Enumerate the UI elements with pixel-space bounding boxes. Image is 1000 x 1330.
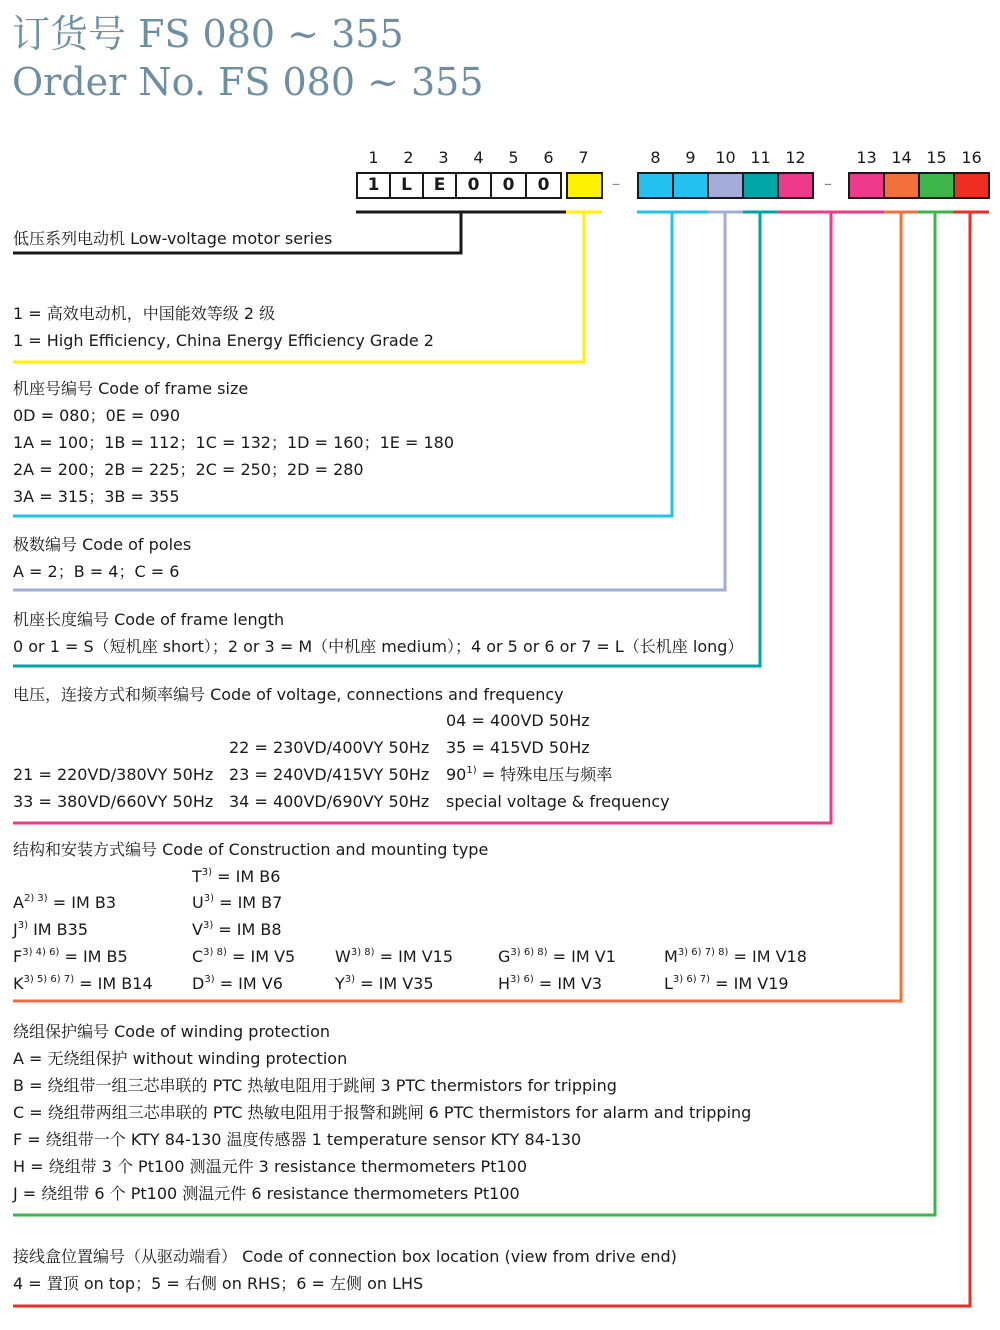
code-meaning: = IM V15 xyxy=(374,947,454,966)
footnote-ref: 3) xyxy=(344,974,356,985)
title-zh: 订货号 FS 080 ~ 355 xyxy=(12,12,404,56)
poles-heading: 极数编号 Code of poles xyxy=(13,535,192,554)
winding-row: C = 绕组带两组三芯串联的 PTC 热敏电阻用于报警和跳闸 6 PTC thermistors for alarm and tripping xyxy=(13,1103,752,1122)
position-number: 16 xyxy=(961,148,982,167)
code-letter: D xyxy=(192,974,205,993)
frame-size-row: 2A = 200；2B = 225；2C = 250；2D = 280 xyxy=(13,460,364,479)
frame-length-row: 0 or 1 = S（短机座 short）；2 or 3 = M（中机座 medium）；4 or 5 or 6 or 7 = L（长机座 long） xyxy=(13,637,744,656)
code-letter: J xyxy=(13,920,18,939)
voltage-special-zh: = 特殊电压与频率 xyxy=(476,765,613,784)
voltage-code: 35 = 415VD 50Hz xyxy=(446,738,590,757)
footnote-ref: 1) xyxy=(466,765,477,776)
mounting-code xyxy=(192,974,283,994)
position-number: 9 xyxy=(685,148,696,167)
code-letter: Y xyxy=(335,974,345,993)
position-number: 6 xyxy=(543,148,554,167)
mounting-code xyxy=(664,947,807,967)
mounting-code xyxy=(664,974,789,994)
code-meaning: = IM V1 xyxy=(547,947,616,966)
code-meaning: = IM V3 xyxy=(533,974,603,993)
code-meaning: = IM B6 xyxy=(212,867,281,886)
winding-row: F = 绕组带一个 KTY 84-130 温度传感器 1 temperature sensor KTY 84-130 xyxy=(13,1130,582,1149)
footnote-ref: 3) xyxy=(202,920,214,931)
code-letter: F xyxy=(13,947,23,966)
voltage-special xyxy=(446,765,612,785)
winding-row: J = 绕组带 6 个 Pt100 测温元件 6 resistance thermometers Pt100 xyxy=(13,1184,520,1203)
footnote-ref: 3) 8) xyxy=(203,947,227,958)
code-letter: A xyxy=(13,893,24,912)
voltage-code: 33 = 380VD/660VY 50Hz xyxy=(13,792,214,811)
voltage-code: 22 = 230VD/400VY 50Hz xyxy=(229,738,430,757)
footnote-ref: 3) 6) 8) xyxy=(510,947,548,958)
position-number: 8 xyxy=(650,148,661,167)
mounting-heading: 结构和安装方式编号 Code of Construction and mounting type xyxy=(13,840,489,859)
separator-dash: – xyxy=(824,174,832,193)
footnote-ref: 3) 6) 7) 8) xyxy=(677,947,729,958)
code-letter: H xyxy=(498,974,511,993)
frame-length-heading: 机座长度编号 Code of frame length xyxy=(13,610,285,629)
footnote-ref: 3) xyxy=(17,920,28,931)
winding-heading: 绕组保护编号 Code of winding protection xyxy=(13,1022,331,1041)
winding-row: A = 无绕组保护 without winding protection xyxy=(13,1049,348,1068)
frame-size-row: 0D = 080；0E = 090 xyxy=(13,406,181,425)
code-meaning: = IM V6 xyxy=(214,974,283,993)
poles-row: A = 2；B = 4；C = 6 xyxy=(13,562,180,581)
footnote-ref: 3) 4) 6) xyxy=(22,947,60,958)
frame-size-row: 3A = 315；3B = 355 xyxy=(13,487,180,506)
voltage-heading: 电压，连接方式和频率编号 Code of voltage, connections and frequency xyxy=(13,685,564,704)
position-number: 4 xyxy=(473,148,484,167)
footnote-ref: 3) 5) 6) 7) xyxy=(23,974,75,985)
mounting-code xyxy=(13,947,128,967)
mounting-code xyxy=(498,974,602,994)
voltage-code: 04 = 400VD 50Hz xyxy=(446,711,590,730)
code-box-2: L xyxy=(389,172,424,199)
mounting-code xyxy=(13,893,116,913)
code-meaning: = IM B5 xyxy=(59,947,128,966)
efficiency-line-zh: 1 = 高效电动机，中国能效等级 2 级 xyxy=(13,304,276,323)
code-letter: C xyxy=(192,947,204,966)
code-letter: L xyxy=(664,974,673,993)
code-letter: K xyxy=(13,974,24,993)
position-number: 7 xyxy=(578,148,589,167)
series-label: 低压系列电动机 Low-voltage motor series xyxy=(13,229,333,248)
mounting-code xyxy=(13,974,153,994)
mounting-code xyxy=(192,867,280,887)
code-meaning: IM B35 xyxy=(27,920,89,939)
code-letter: U xyxy=(192,893,204,912)
code-box-5: 0 xyxy=(490,172,527,199)
mounting-code xyxy=(192,920,282,940)
code-box-3: E xyxy=(422,172,457,199)
connector-line-poles xyxy=(13,212,725,590)
footnote-ref: 3) xyxy=(201,867,213,878)
code-meaning: = IM B3 xyxy=(47,893,117,912)
winding-row: B = 绕组带一组三芯串联的 PTC 热敏电阻用于跳闸 3 PTC thermistors for tripping xyxy=(13,1076,617,1095)
code-letter: T xyxy=(192,867,202,886)
footnote-ref: 3) 6) 7) xyxy=(672,974,711,985)
position-number: 13 xyxy=(856,148,877,167)
code-box-1: 1 xyxy=(356,172,391,199)
footnote-ref: 3) 8) xyxy=(350,947,375,958)
position-number: 3 xyxy=(438,148,449,167)
position-number: 5 xyxy=(508,148,519,167)
footnote-ref: 2) 3) xyxy=(23,893,48,904)
footnote-ref: 3) xyxy=(204,974,215,985)
mounting-code xyxy=(13,920,88,940)
code-meaning: = IM V35 xyxy=(355,974,434,993)
terminal-box-heading: 接线盒位置编号（从驱动端看） Code of connection box location (view from drive end) xyxy=(13,1247,677,1266)
voltage-special-code: 90 xyxy=(446,765,467,784)
separator-dash: – xyxy=(612,174,620,193)
code-meaning: = IM V5 xyxy=(226,947,296,966)
code-meaning: = IM B14 xyxy=(74,974,153,993)
position-number: 11 xyxy=(750,148,771,167)
footnote-ref: 3) xyxy=(203,893,214,904)
footnote-ref: 3) 6) xyxy=(510,974,534,985)
mounting-code xyxy=(335,947,453,967)
title-en: Order No. FS 080 ~ 355 xyxy=(12,60,484,104)
frame-size-row: 1A = 100；1B = 112；1C = 132；1D = 160；1E = 180 xyxy=(13,433,455,452)
mounting-code xyxy=(335,974,434,994)
code-letter: G xyxy=(498,947,511,966)
code-box-6: 0 xyxy=(525,172,562,199)
voltage-code: 23 = 240VD/415VY 50Hz xyxy=(229,765,430,784)
position-number: 12 xyxy=(785,148,806,167)
position-number: 2 xyxy=(403,148,414,167)
frame-size-heading: 机座号编号 Code of frame size xyxy=(13,379,249,398)
voltage-code: 21 = 220VD/380VY 50Hz xyxy=(13,765,214,784)
mounting-code xyxy=(192,947,295,967)
code-box-4: 0 xyxy=(455,172,492,199)
efficiency-line-en: 1 = High Efficiency, China Energy Efficiency Grade 2 xyxy=(13,331,434,350)
mounting-code xyxy=(192,893,282,913)
terminal-box-row: 4 = 置顶 on top；5 = 右侧 on RHS；6 = 左侧 on LHS xyxy=(13,1274,424,1293)
position-number: 15 xyxy=(926,148,947,167)
code-meaning: = IM B8 xyxy=(213,920,282,939)
winding-row: H = 绕组带 3 个 Pt100 测温元件 3 resistance thermometers Pt100 xyxy=(13,1157,528,1176)
voltage-code: 34 = 400VD/690VY 50Hz xyxy=(229,792,430,811)
position-number: 1 xyxy=(368,148,379,167)
code-letter: M xyxy=(664,947,678,966)
code-meaning: = IM V18 xyxy=(728,947,807,966)
code-meaning: = IM B7 xyxy=(213,893,283,912)
position-number: 14 xyxy=(891,148,912,167)
code-letter: W xyxy=(335,947,351,966)
mounting-code xyxy=(498,947,616,967)
code-letter: V xyxy=(192,920,203,939)
code-meaning: = IM V19 xyxy=(710,974,789,993)
voltage-special-en: special voltage & frequency xyxy=(446,792,670,811)
position-number: 10 xyxy=(715,148,736,167)
